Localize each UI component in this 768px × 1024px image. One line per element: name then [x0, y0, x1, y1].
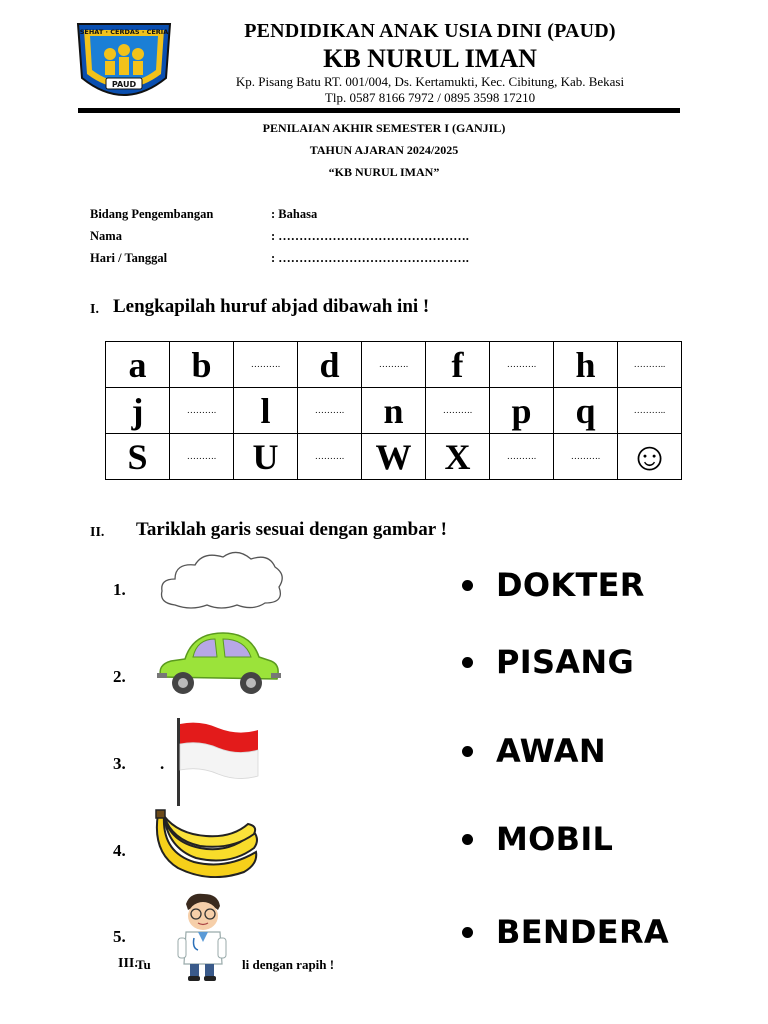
flag-icon[interactable]	[174, 716, 262, 808]
alphabet-cell: a	[106, 342, 170, 388]
bullet-icon	[462, 927, 473, 938]
header-divider	[78, 108, 680, 113]
date-field[interactable]: : ……………………………………….	[271, 251, 469, 265]
header-institution: PENDIDIKAN ANAK USIA DINI (PAUD)	[244, 20, 616, 42]
section1-title: Lengkapilah huruf abjad dibawah ini !	[113, 296, 430, 317]
bullet-icon	[462, 580, 473, 591]
smiley-icon: ☺	[618, 434, 682, 480]
match-item-number: 2.	[113, 667, 126, 686]
bullet-icon	[462, 746, 473, 757]
alphabet-cell: W	[362, 434, 426, 480]
match-word-option[interactable]	[462, 642, 634, 682]
name-field[interactable]: : ……………………………………….	[271, 229, 469, 243]
alphabet-cell: U	[234, 434, 298, 480]
match-item-number: 3.	[113, 754, 126, 773]
match-word-label: BENDERA	[496, 913, 669, 951]
exam-title: PENILAIAN AKHIR SEMESTER I (GANJIL)	[262, 121, 506, 135]
alphabet-blank-cell[interactable]: ……….	[170, 388, 234, 434]
alphabet-row	[106, 434, 682, 480]
exam-year: TAHUN AJARAN 2024/2025	[309, 143, 459, 157]
match-word-label: DOKTER	[496, 566, 645, 604]
alphabet-cell: n	[362, 388, 426, 434]
car-icon[interactable]	[153, 627, 283, 695]
alphabet-cell: l	[234, 388, 298, 434]
alphabet-cell: b	[170, 342, 234, 388]
info-value-subject: : Bahasa	[271, 207, 318, 221]
match-word-option[interactable]	[462, 912, 669, 952]
match-item-prefix: .	[160, 754, 165, 773]
alphabet-cell: d	[298, 342, 362, 388]
alphabet-blank-cell[interactable]: ……….	[170, 434, 234, 480]
match-item-number: 4.	[113, 841, 126, 860]
match-word-option[interactable]	[462, 731, 606, 771]
alphabet-cell: f	[426, 342, 490, 388]
info-label-subject: Bidang Pengembangan	[90, 207, 214, 221]
alphabet-blank-cell[interactable]: ……….	[490, 434, 554, 480]
alphabet-cell: h	[554, 342, 618, 388]
alphabet-blank-cell[interactable]: ………..	[618, 342, 682, 388]
alphabet-blank-cell[interactable]: ………..	[618, 388, 682, 434]
doctor-icon[interactable]	[176, 892, 228, 982]
match-item-number: 5.	[113, 927, 126, 946]
logo-paud-label: PAUD	[111, 80, 137, 89]
alphabet-blank-cell[interactable]: ……….	[298, 434, 362, 480]
header-address: Kp. Pisang Batu RT. 001/004, Ds. Kertamukti, Kec. Cibitung, Kab. Bekasi	[235, 74, 625, 89]
alphabet-cell: S	[106, 434, 170, 480]
match-word-label: PISANG	[496, 643, 635, 681]
match-word-label: AWAN	[496, 732, 606, 770]
alphabet-blank-cell[interactable]: ……….	[490, 342, 554, 388]
alphabet-blank-cell[interactable]: ……….	[554, 434, 618, 480]
alphabet-blank-cell[interactable]: ……….	[426, 388, 490, 434]
section1-number: I.	[90, 302, 99, 317]
alphabet-blank-cell[interactable]: ……….	[298, 388, 362, 434]
alphabet-cell: p	[490, 388, 554, 434]
section3-number: III.	[118, 956, 138, 971]
alphabet-cell: q	[554, 388, 618, 434]
paud-logo	[70, 14, 178, 106]
info-label-date: Hari / Tanggal	[90, 251, 168, 265]
info-label-name: Nama	[90, 229, 122, 243]
alphabet-table	[105, 341, 682, 480]
alphabet-cell: X	[426, 434, 490, 480]
section2-number: II.	[90, 525, 105, 540]
match-word-label: MOBIL	[496, 820, 614, 858]
section3-text-left: Tu	[136, 957, 151, 972]
match-word-option[interactable]	[462, 565, 645, 605]
logo-motto: SEHAT · CERDAS · CERIA	[79, 28, 169, 36]
alphabet-row	[106, 388, 682, 434]
bullet-icon	[462, 657, 473, 668]
match-word-option[interactable]	[462, 819, 613, 859]
alphabet-blank-cell[interactable]: ……….	[362, 342, 426, 388]
match-item-number: 1.	[113, 580, 126, 599]
exam-school: “KB NURUL IMAN”	[328, 165, 440, 179]
header-school-name: KB NURUL IMAN	[323, 44, 537, 73]
alphabet-cell: j	[106, 388, 170, 434]
section2-title: Tariklah garis sesuai dengan gambar !	[136, 519, 447, 540]
alphabet-row	[106, 342, 682, 388]
header-phone: Tlp. 0587 8166 7972 / 0895 3598 17210	[324, 90, 536, 105]
bullet-icon	[462, 834, 473, 845]
section3-text-right: li dengan rapih !	[242, 957, 335, 972]
cloud-icon[interactable]	[157, 545, 287, 611]
alphabet-blank-cell[interactable]: ……….	[234, 342, 298, 388]
banana-icon[interactable]	[150, 808, 262, 878]
